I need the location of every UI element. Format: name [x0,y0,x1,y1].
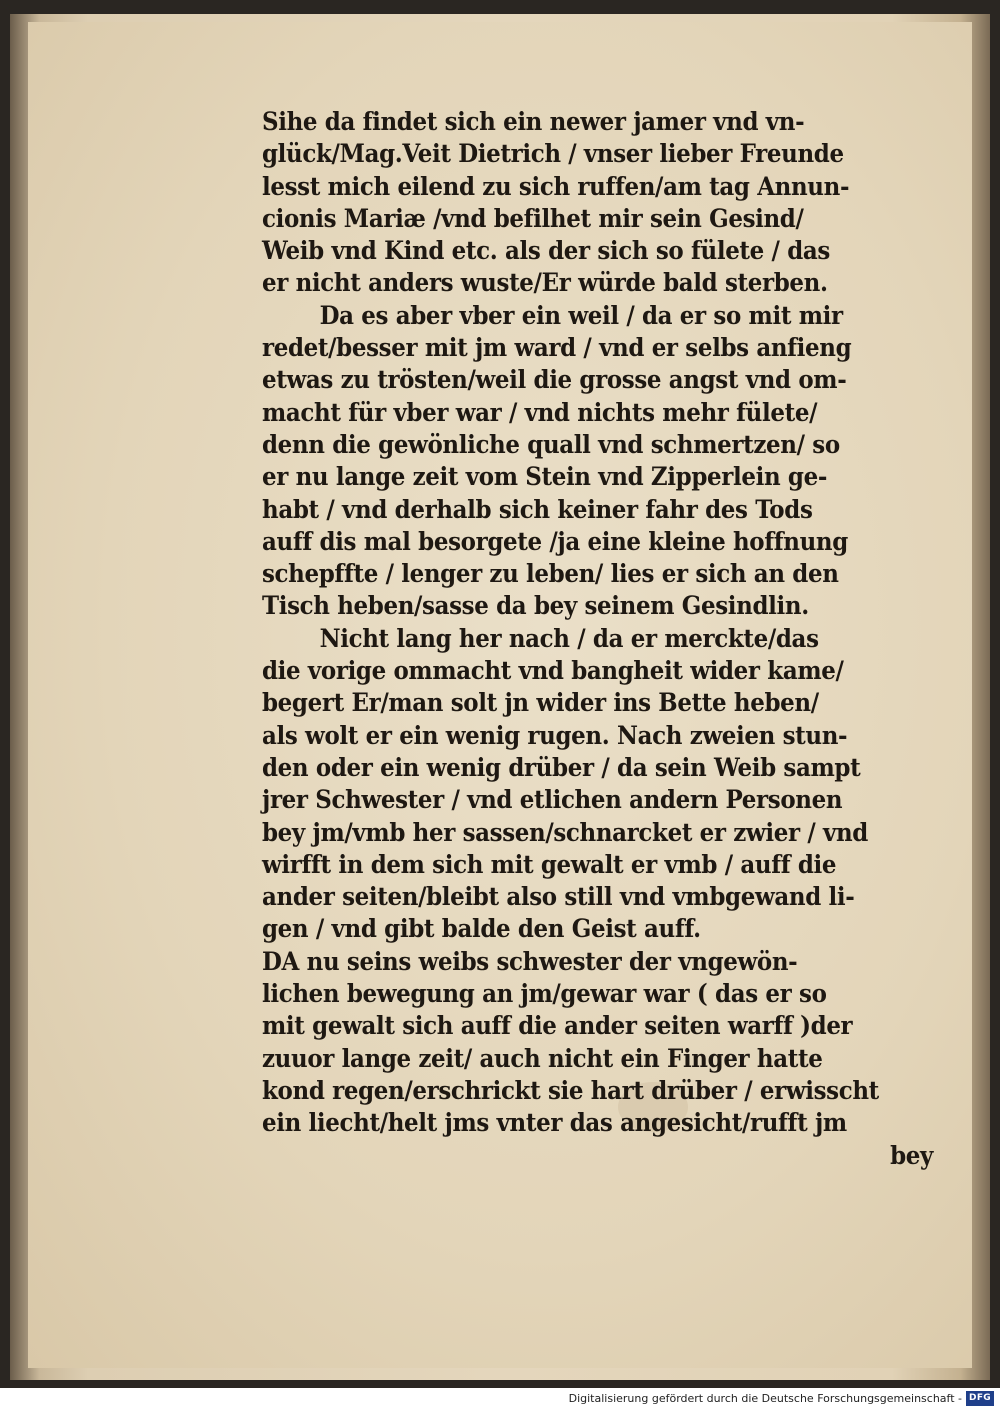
text-line: als wolt er ein wenig rugen. Nach zweien stun- [262,720,848,751]
text-line: gen / vnd gibt balde den Geist auff. [262,914,701,945]
text-line: macht für vber war / vnd nichts mehr fülete/ [262,397,818,428]
text-line: ander seiten/bleibt also still vnd vmbgewand li- [262,882,855,913]
text-line: den oder ein wenig drüber / da sein Weib sampt [262,752,861,783]
catchword: bey [890,1140,933,1171]
text-line: Da es aber vber ein weil / da er so mit mir [319,300,843,331]
text-line: lichen bewegung an jm/gewar war ( das er so [262,979,827,1010]
text-line: bey jm/vmb her sassen/schnarcket er zwier / vnd [262,817,868,848]
text-line: mit gewalt sich auff die ander seiten warff )der [262,1011,853,1042]
text-line: DA nu seins weibs schwester der vngewön- [262,946,798,977]
footer-credit: Digitalisierung gefördert durch die Deutsche Forschungsgemeinschaft - [568,1392,962,1405]
text-line: cionis Mariæ /vnd befilhet mir sein Gesind/ [262,203,804,234]
text-line: jrer Schwester / vnd etlichen andern Personen [262,785,843,816]
text-line: begert Er/man solt jn wider ins Bette heben/ [262,688,819,719]
text-line: er nicht anders wuste/Er würde bald sterben. [262,268,828,299]
text-line: er nu lange zeit vom Stein vnd Zipperlein ge- [262,462,828,493]
body-text [262,106,942,1172]
text-line: die vorige ommacht vnd bangheit wider kame/ [262,656,844,687]
text-line: etwas zu trösten/weil die grosse angst vnd om- [262,365,847,396]
text-line: redet/besser mit jm ward / vnd er selbs anfieng [262,333,852,364]
text-line: Weib vnd Kind etc. als der sich so fülete / das [262,236,830,267]
text-line: ein liecht/helt jms vnter das angesicht/rufft jm [262,1108,847,1139]
footer-bar [0,1388,1000,1410]
text-line: Nicht lang her nach / da er merckte/das [319,623,819,654]
text-line: zuuor lange zeit/ auch nicht ein Finger hatte [262,1043,823,1074]
text-line: glück/Mag.Veit Dietrich / vnser lieber Freunde [262,139,844,170]
text-line: kond regen/erschrickt sie hart drüber / erwisscht [262,1075,879,1106]
text-line: schepffte / lenger zu leben/ lies er sich an den [262,559,839,590]
text-line: wirfft in dem sich mit gewalt er vmb / auff die [262,849,837,880]
text-line: lesst mich eilend zu sich ruffen/am tag Annun- [262,171,850,202]
text-line: auff dis mal besorgete /ja eine kleine hoffnung [262,526,848,557]
text-line: denn die gewönliche quall vnd schmertzen/ so [262,429,840,460]
text-line: habt / vnd derhalb sich keiner fahr des Tods [262,494,813,525]
text-line: Sihe da findet sich ein newer jamer vnd vn- [262,107,805,137]
dfg-logo-icon: DFG [966,1391,994,1406]
text-line: Tisch heben/sasse da bey seinem Gesindlin. [262,591,809,622]
